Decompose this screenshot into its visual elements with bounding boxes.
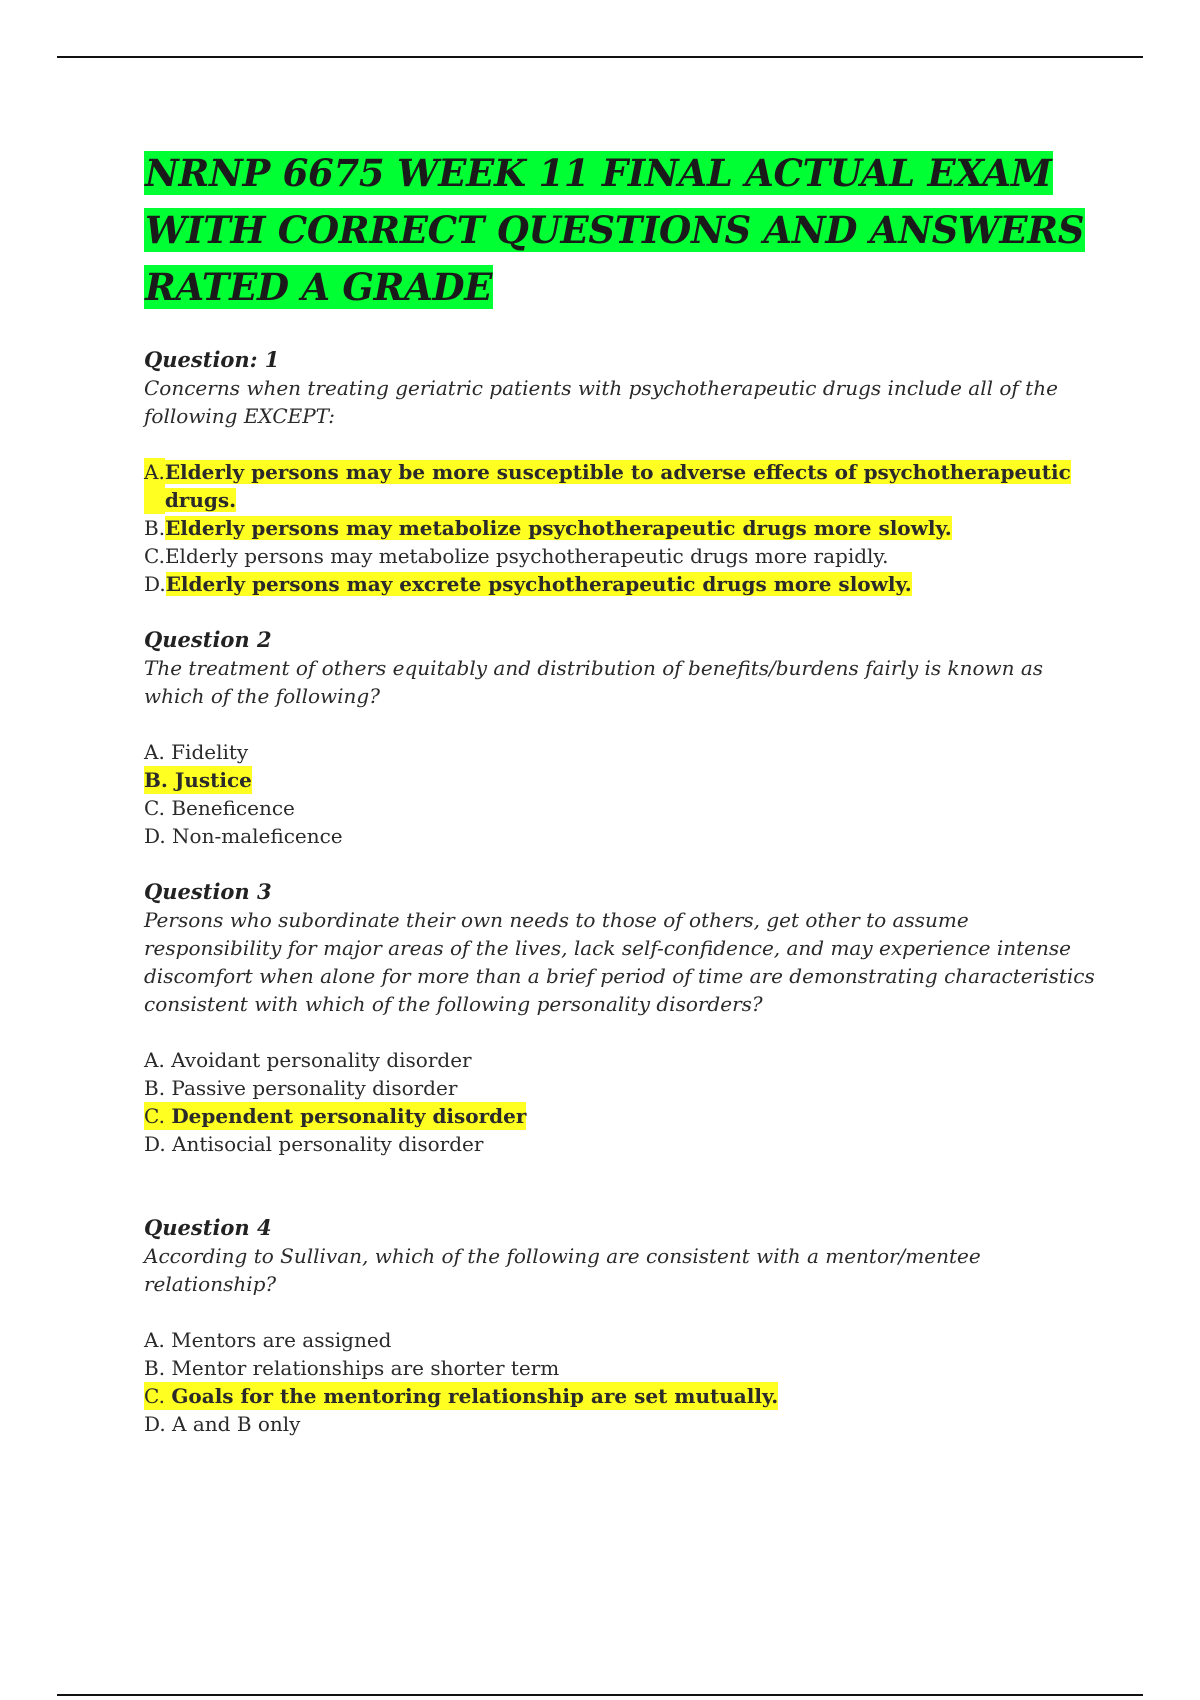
answer-option-b[interactable]: B. Justice	[144, 768, 252, 792]
question-text: According to Sullivan, which of the following are consistent with a mentor/mentee relationship?	[144, 1244, 981, 1296]
answer-option-c[interactable]: C. Goals for the mentoring relationship are set mutually.	[144, 1384, 779, 1408]
answer-options	[144, 738, 1104, 850]
answer-option-c[interactable]: C. Elderly persons may metabolize psychotherapeutic drugs more rapidly.	[144, 544, 889, 568]
answer-option-c[interactable]: C. Dependent personality disorder	[144, 1104, 527, 1128]
footer-rule	[57, 1694, 1143, 1696]
answer-option-d[interactable]: D. Elderly persons may excrete psychotherapeutic drugs more slowly.	[144, 572, 912, 596]
answer-options	[144, 458, 1104, 598]
answer-option-a[interactable]: A. Mentors are assigned	[144, 1328, 392, 1352]
document-title: NRNP 6675 WEEK 11 FINAL ACTUAL EXAM WITH CORRECT QUESTIONS AND ANSWERS RATED A GRADE	[145, 151, 1085, 309]
question-text: The treatment of others equitably and distribution of benefits/burdens fairly is known as which of the following?	[144, 656, 1044, 708]
question-1	[144, 346, 1104, 598]
question-3	[144, 878, 1104, 1158]
question-label: Question 4	[144, 1215, 272, 1240]
question-4	[144, 1214, 1104, 1438]
question-label: Question: 1	[144, 347, 280, 372]
answer-option-c[interactable]: C. Beneficence	[144, 796, 295, 820]
question-label: Question 2	[144, 627, 272, 652]
question-text: Persons who subordinate their own needs to those of others, get other to assume responsibility for major areas of the lives, lack self-confidence, and may experience intense discomfort when alone for more than a brief period of time are demonstrating characteristics consistent with which of the following personality disorders?	[144, 908, 1095, 1016]
question-2	[144, 626, 1104, 850]
answer-options	[144, 1046, 1104, 1158]
answer-option-a[interactable]: A. Elderly persons may be more susceptible to adverse effects of psychotherapeutic drugs.	[144, 460, 1071, 512]
answer-option-d[interactable]: D. A and B only	[144, 1412, 301, 1436]
answer-option-a[interactable]: A. Fidelity	[144, 740, 249, 764]
question-label: Question 3	[144, 879, 272, 904]
answer-options	[144, 1326, 1104, 1438]
answer-option-b[interactable]: B. Mentor relationships are shorter term	[144, 1356, 560, 1380]
document-page	[144, 145, 1104, 1438]
question-text: Concerns when treating geriatric patients with psychotherapeutic drugs include all of the following EXCEPT:	[144, 376, 1058, 428]
answer-option-d[interactable]: D. Antisocial personality disorder	[144, 1132, 484, 1156]
answer-option-b[interactable]: B. Passive personality disorder	[144, 1076, 458, 1100]
answer-option-b[interactable]: B. Elderly persons may metabolize psychotherapeutic drugs more slowly.	[144, 516, 952, 540]
answer-option-a[interactable]: A. Avoidant personality disorder	[144, 1048, 472, 1072]
header-rule	[57, 56, 1143, 58]
answer-option-d[interactable]: D. Non-maleficence	[144, 824, 343, 848]
